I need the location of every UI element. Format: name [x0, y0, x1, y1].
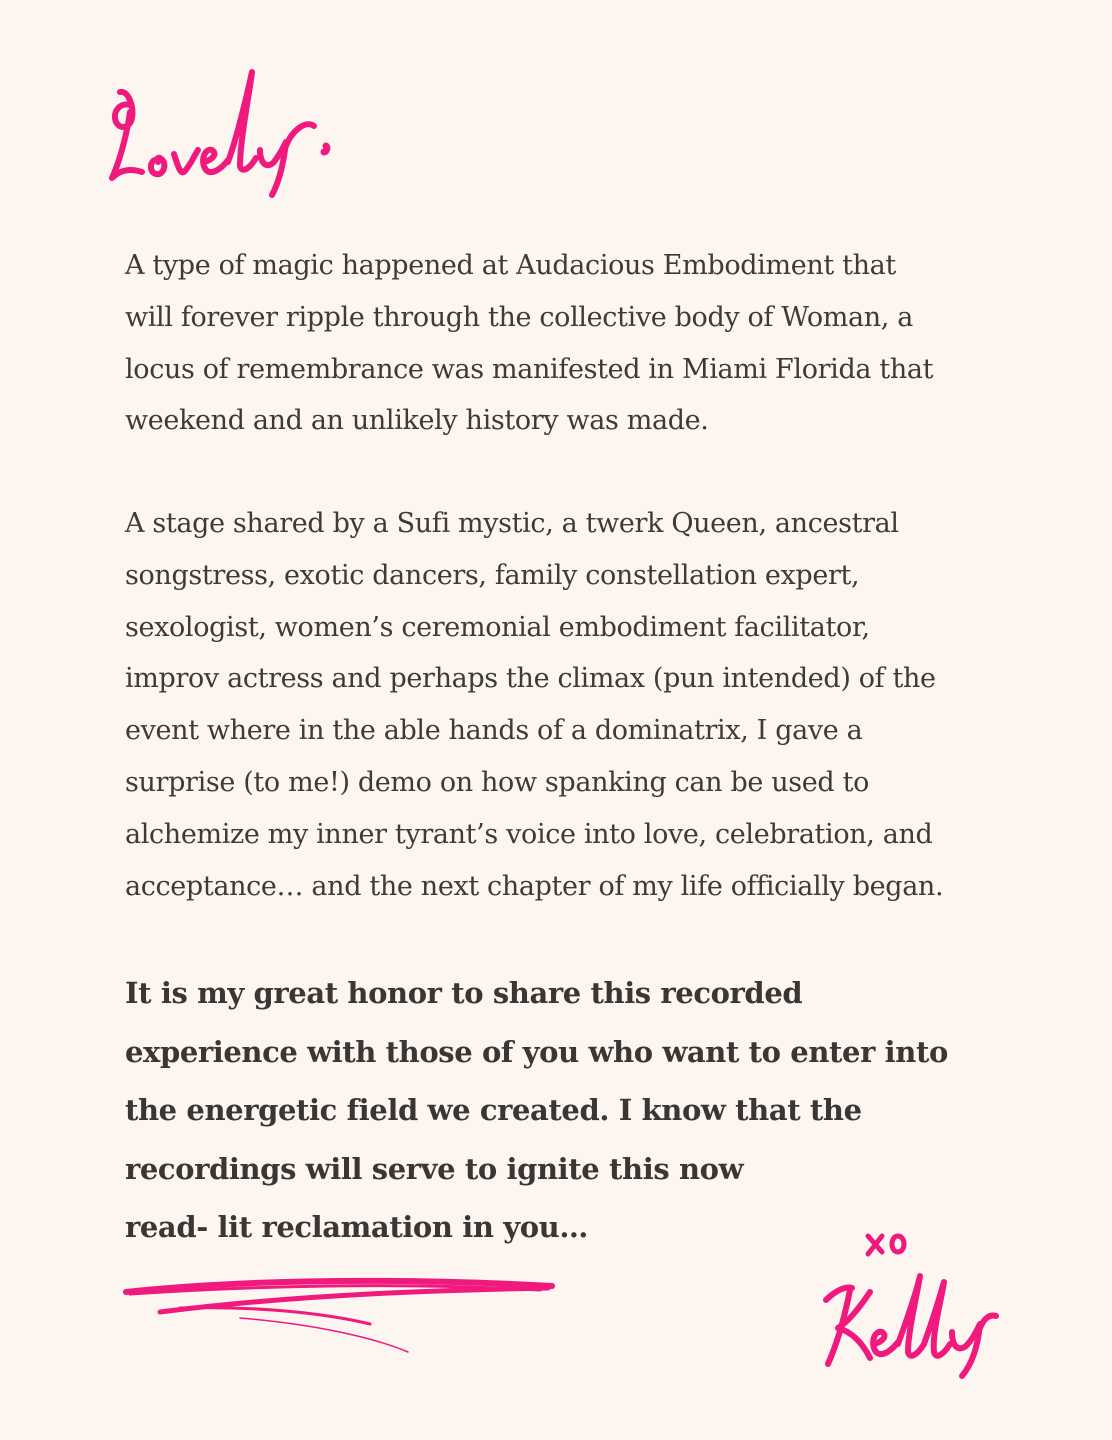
signature-kelly: [812, 1270, 1002, 1380]
text-line: read- lit reclamation in you…: [125, 1210, 588, 1244]
xo-handwritten: [858, 1222, 918, 1262]
greeting-handwritten: [100, 50, 350, 200]
text-line: A type of magic happened at Audacious Embodiment that: [125, 250, 896, 281]
text-line: It is my great honor to share this recorded: [125, 976, 803, 1010]
paragraph-intro: [125, 240, 985, 447]
text-line: event where in the able hands of a dominatrix, I gave a: [125, 715, 863, 747]
text-line: alchemize my inner tyrant’s voice into love, celebration, and: [125, 818, 933, 850]
text-line: weekend and an unlikely history was made.: [125, 405, 709, 437]
text-line: acceptance… and the next chapter of my life officially began.: [125, 870, 944, 902]
text-line: improv actress and perhaps the climax (pun intended) of the: [125, 663, 936, 695]
paragraph-stage: [125, 498, 985, 912]
text-line: locus of remembrance was manifested in Miami Florida that: [125, 353, 934, 385]
paragraph-honor: [125, 964, 985, 1257]
text-line: recordings will serve to ignite this now: [125, 1151, 744, 1186]
text-line: sexologist, women’s ceremonial embodiment facilitator,: [125, 611, 870, 643]
text-line: the energetic field we created. I know that the: [125, 1093, 862, 1127]
brush-stroke-underline: [120, 1268, 560, 1358]
text-line: will forever ripple through the collective body of Woman, a: [125, 301, 914, 333]
text-line: experience with those of you who want to enter into: [125, 1034, 948, 1069]
text-line: surprise (to me!) demo on how spanking can be used to: [125, 766, 869, 798]
text-line: songstress, exotic dancers, family constellation expert,: [125, 559, 860, 591]
text-line: A stage shared by a Sufi mystic, a twerk Queen, ancestral: [125, 508, 899, 539]
